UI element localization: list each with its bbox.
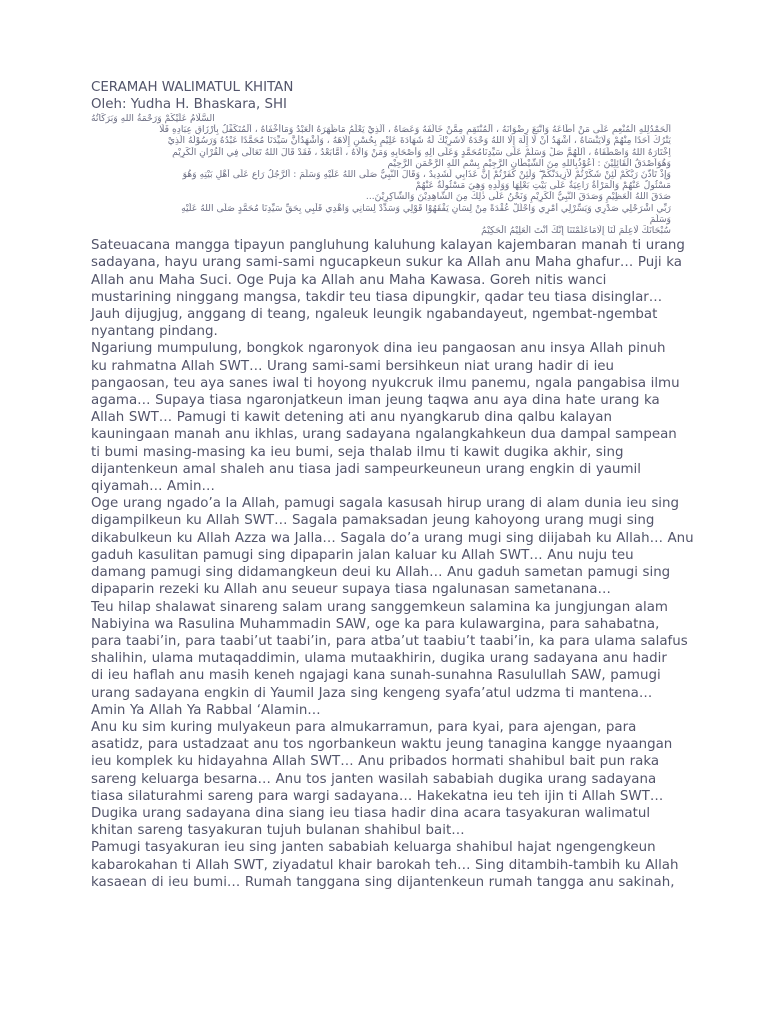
paragraph-line: Ngariung mumpulung, bongkok ngaronyok dina ieu pangaosan anu insya Allah pinuh <box>91 341 666 357</box>
paragraph-line: di ieu haflah anu masih keneh ngajagi kana sunah-sunahna Rasulullah SAW, pamugi <box>91 668 661 684</box>
paragraph-line: Sateuacana mangga tipayun pangluhung kaluhung kalayan kajembaran manah ti urang <box>91 238 685 254</box>
paragraph-line: kasaean di ieu bumi… Rumah tanggana sing dijantenkeun rumah tangga anu sakinah, <box>91 874 675 890</box>
arabic-line: السَّلَامُ عَلَيْكُمْ وَرَحْمَةُ اللهِ وَبَرَكَاتُهُ <box>91 113 215 124</box>
arabic-line: وَإِذْ تَأَذَّنَ رَبُّكُمْ لَئِنْ شَكَرْتُمْ لَأَزِيدَنَّكُمْ ۖ وَلَئِنْ كَفَرْتُمْ إِنَّ عَذَابِي لَشَدِيدٌ ، وَقَالَ النَّبِيُّ صَلَّى اللهُ عَلَيْهِ وَسَلَّمَ : اَلرَّجُلُ رَاعٍ عَلَى أَهْلِ بَيْتِهِ وَهُوَ <box>182 169 671 181</box>
paragraph-line: asatidz, para ustadzaat anu tos ngorbankeun waktu jeung tanagina kangge nyaangan <box>91 737 673 753</box>
paragraph-line: nyantang pindang. <box>91 324 218 340</box>
paragraph-line: shalihin, ulama mutaqaddimin, ulama mutaakhirin, dugika urang sadayana anu hadir <box>91 651 667 667</box>
paragraph-line: urang sadayana engkin di Yaumil Jaza sing kengeng syafa’atul udzma ti mantena… <box>91 685 653 701</box>
paragraph <box>91 599 688 719</box>
paragraph-line: Pamugi tasyakuran ieu sing janten sababiah keluarga shahibul hajat ngengengkeun <box>91 840 656 856</box>
paragraph-line: dijantenkeun amal shaleh anu tiasa jadi sampeurkeuneun urang engkin di yaumil <box>91 461 641 477</box>
paragraph-line: Allah anu Maha Suci. Oge Puja ka Allah anu Maha Kawasa. Goreh nitis wanci <box>91 272 607 288</box>
paragraph-line: Teu hilap shalawat sinareng salam urang sanggemkeun salamina ka jungjungan alam <box>91 599 668 615</box>
paragraph-line: digampilkeun ku Allah SWT… Sagala pamaksadan jeung kahoyong urang mugi sing <box>91 513 655 529</box>
paragraph-line: sareng keluarga besarna… Anu tos janten wasilah sababiah dugika urang sadayana <box>91 771 657 787</box>
paragraph-line: Amin Ya Allah Ya Rabbal ‘Alamin… <box>91 702 321 718</box>
paragraph <box>91 237 685 340</box>
paragraph-line: mustarining ninggang mangsa, takdir teu tiasa dipungkir, qadar teu tiasa disinglar… <box>91 289 663 305</box>
paragraph-line: kabarokahan ti Allah SWT, ziyadatul khair barokah teh… Sing ditambih-tambih ku Allah <box>91 857 679 873</box>
paragraph-line: pangaosan, teu aya sanes iwal ti hoyong nyukcruk ilmu panemu, ngala pangabisa ilmu <box>91 375 680 391</box>
arabic-opening <box>91 113 681 236</box>
paragraph-line: ku rahmatna Allah SWT… Urang sami-sami bersihkeun niat urang hadir di ieu <box>91 358 615 374</box>
paragraph-line: ti bumi masing-masing ka ieu bumi, seja thalab ilmu ti kawit dugika akhir, sing <box>91 444 624 460</box>
document-body <box>91 237 694 891</box>
paragraph-line: kauningaan manah anu ikhlas, urang sadayana ngalangkahkeun dua dampal sampean <box>91 427 677 443</box>
arabic-line: سُبْحَانَكَ لَاعِلْمَ لَنَا إِلَّامَاعَلَّمْتَنَا إِنَّكَ أَنْتَ الْعَلِيْمُ الْحَكِيْمُ <box>481 225 671 237</box>
arabic-line: اَلْحَمْدُلِلهِ الْمُنْعِمِ عَلَى مَنْ أَطَاعَهُ وَاتَّبَعَ رِضْوَانَهُ ، اَلْمُنْتَقِمِ مِمَّنْ خَالَفَهُ وَعَصَاهُ ، اَلَّذِيْ يَعْلَمُ مَاظَهَرَهُ الْعَبْدُ وَمَاأَخْفَاهُ ، اَلْمُتَكَفِّلُ بِأَرْزَاقِ عِبَادِهِ فَلَا <box>159 124 671 136</box>
arabic-line: صَدَقَ اللهُ الْعَظِيْمِ وَصَدَقَ النَّبِيُّ الْكَرِيْمِ وَنَحْنُ عَلَى ذٰلِكَ مِنَ الشَّاهِدِيْنَ وَالشَّاكِرِيْنَ... <box>365 191 671 203</box>
paragraph <box>91 839 681 891</box>
paragraph-line: damang pamugi sing didamangkeun deui ku Allah… Anu gaduh sametan pamugi sing <box>91 565 671 581</box>
arabic-line: مَسْئُولٌ عَنْهُمْ وَالْمَرْأَةُ رَاعِيَةٌ عَلَى بَيْتِ بَعْلِهَا وَوَلَدِهِ وَهِيَ مَسْئُولَةٌ عَنْهُمْ <box>415 180 671 192</box>
paragraph-line: sadayana, hayu urang sami-sami ngucapkeun sukur ka Allah anu Maha ghafur… Puji ka <box>91 255 682 271</box>
paragraph-line: Jauh dijugjug, anggang di teang, ngaleuk leungik ngabandayeut, ngembat-ngembat <box>91 307 658 323</box>
document-title: CERAMAH WALIMATUL KHITAN <box>91 80 294 95</box>
arabic-line: وَسَلَّمَ <box>649 213 671 225</box>
paragraph-line: gaduh kasulitan pamugi sing dipaparin jalan kaluar ku Allah SWT… Anu nuju teu <box>91 547 634 563</box>
paragraph-line: qiyamah… Amin… <box>91 479 215 495</box>
paragraph <box>91 340 681 495</box>
paragraph <box>91 719 681 839</box>
paragraph-line: agama… Supaya tiasa ngaronjatkeun iman jeung taqwa anu aya dina hate urang ka <box>91 393 660 409</box>
paragraph-line: tiasa silaturahmi sareng para wargi sadayana… Hakekatna ieu teh ijin ti Allah SWT… <box>91 788 664 804</box>
arabic-line: رَبِّي اشْرَحْلِي صَدْرِي وَيَسِّرْلِي أَمْرِي وَاحْلُلْ عُقْدَةً مِنْ لِسَانِ يَفْقَهُوْا قَوْلِي وَسَدِّدْ لِسَانِي وَاهْدِي قَلْبِي بِحَقِّ سَيِّدِنَا مُحَمَّدٍ صَلَّى اللهُ عَلَيْهِ <box>181 202 671 214</box>
document-page <box>91 79 694 891</box>
paragraph-line: Oge urang ngado’a la Allah, pamugi sagala kasusah hirup urang di alam dunia ieu sing <box>91 496 680 512</box>
paragraph-line: dikabulkeun ku Allah Azza wa Jalla… Sagala do’a urang mugi sing diijabah ku Allah… Anu <box>91 530 694 546</box>
paragraph-line: para taabi’in, para taabi’ut taabi’in, para atba’ut taabiu’t taabi’in, ka para ulama salafus <box>91 633 688 649</box>
paragraph-line: Dugika urang sadayana dina siang ieu tiasa hadir dina acara tasyakuran walimatul <box>91 805 651 821</box>
paragraph-line: Anu ku sim kuring mulyakeun para almukarramun, para kyai, para ajengan, para <box>91 719 637 735</box>
paragraph-line: ieu komplek ku hidayahna Allah SWT… Anu pribados hormati shahibul bait pun raka <box>91 754 660 770</box>
paragraph-line: Nabiyina wa Rasulina Muhammadin SAW, oge ka para kulawargina, para sahabatna, <box>91 616 660 632</box>
arabic-line: يَتْرُكُ اَحَدًا مِنْهُمْ وَلَايَنْسَاهُ ، أَشْهَدُ أَنْ لَا إِلَهَ إِلَّا اللهُ وَحْدَهُ لَاشَرِيْكَ لَهُ شَهَادَةَ عَلِيْمٍ بِحُسْنِ إِلَاهَهُ ، وَأَشْهَدُأَنَّ سَيِّدَنَا مُحَمَّدًا عَبْدُهُ وَرَسُوْلُهُ الَّذِيْ <box>167 135 671 147</box>
paragraph <box>91 495 694 598</box>
arabic-line: وَهُوَاَصْدَقُ الْقَائِلِيْنَ : اَعُوْذُبِاللهِ مِنَ الشَّيْطَانِ الرَّجِيْمِ بِسْمِ اللهِ الرَّحْمَنِ الرَّحِيْمِ <box>387 157 671 169</box>
arabic-line: اِخْتَارَهُ اللهُ وَاصْطَفَاهُ ، اَللّٰهُمَّ صَلِّ وَسَلِّمْ عَلَى سَيِّدِنَامُحَمَّدٍ وَعَلَى اٰلِهِ وَأَصْحَابِهِ وَمَنْ وَالَاهُ ، اَمَّابَعْدُ ، فَقَدْ قَالَ اللهُ تَعَالَى فِي الْقُرْاٰنِ الْكَرِيْمِ <box>172 146 671 158</box>
document-author: Oleh: Yudha H. Bhaskara, SHI <box>91 97 288 112</box>
paragraph-line: dipaparin rezeki ku Allah anu seueur supaya tiasa ngalunasan sametanana… <box>91 582 611 598</box>
paragraph-line: khitan sareng tasyakuran tujuh bulanan shahibul bait… <box>91 823 465 839</box>
paragraph-line: Allah SWT… Pamugi ti kawit detening ati anu nyangkarub dina qalbu kalayan <box>91 410 612 426</box>
